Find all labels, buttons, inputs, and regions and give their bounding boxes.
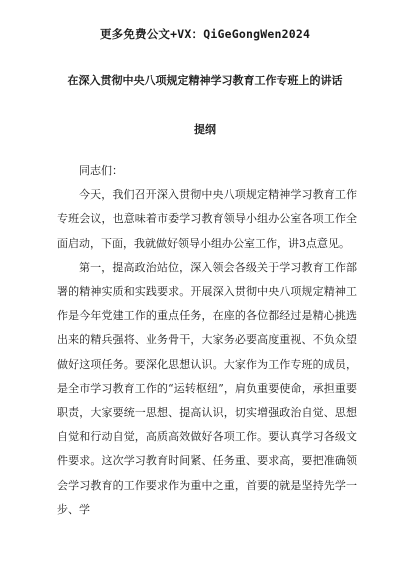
salutation: 同志们：: [79, 164, 123, 177]
header-watermark: 更多免费公文+VX：QiGeGongWen2024: [99, 27, 311, 41]
document-subtitle: 提纲: [194, 123, 216, 136]
paragraph-first-point: 第一，提高政治站位，深入领会各级关于学习教育工作部署的精神实质和实践要求。开展深入贯彻中央八项规定精神工作是今年党建工作的重点任务，在座的各位都经过是精心挑选出来的精兵强将、业务骨干，大家务必要高度重视、不负众望做好这项任务。要深化思想认识。大家作为工作专班的成员，是全市学习教育工作的“运转枢纽”，肩负重要使命，承担重要职责，大家要统一思想、提高认识，切实增强政治自觉、思想自觉和行动自觉，高质高效做好各项工作。要认真学习各级文件要求。这次学习教育时间紧、任务重、要求高，要把准确领会学习教育的工作要求作为重中之重，首要的就是坚持先学一步、学: [57, 260, 357, 516]
paragraph-opening: 今天，我们召开深入贯彻中央八项规定精神学习教育工作专班会议，也意味着市委学习教育领导小组办公室各项工作全面启动，下面，我就做好领导小组办公室工作，讲3点意见。: [57, 188, 357, 250]
document-body: [57, 159, 357, 522]
document-title: 在深入贯彻中央八项规定精神学习教育工作专班上的讲话: [67, 74, 343, 87]
